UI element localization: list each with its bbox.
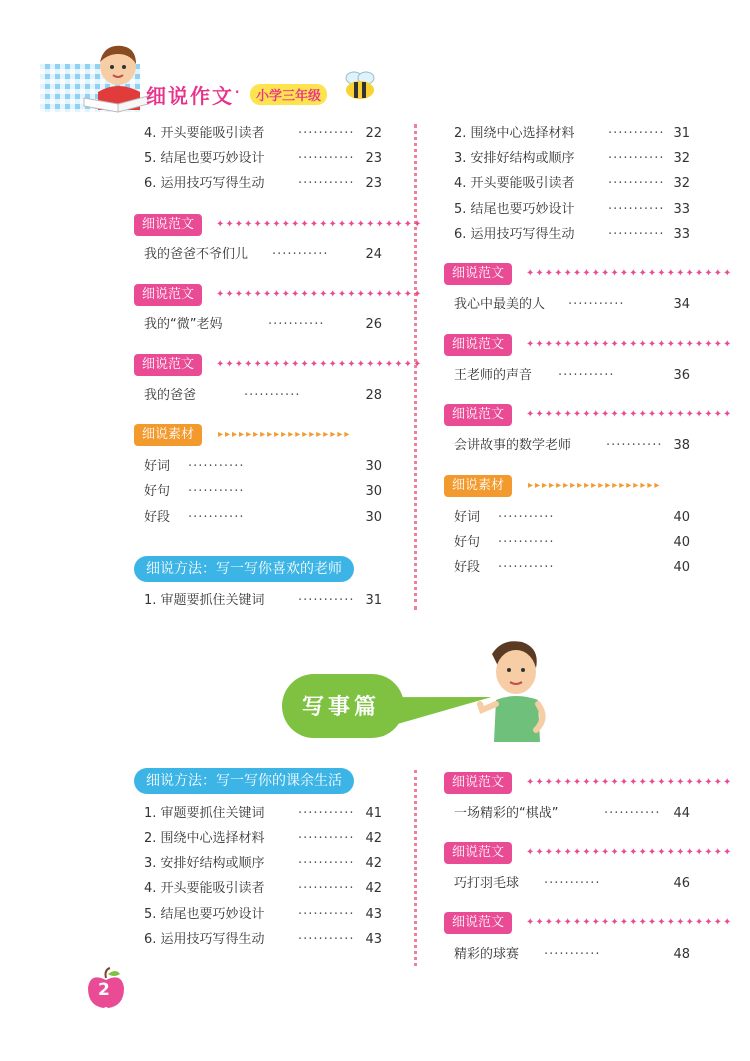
toc-row[interactable]: 巧打羽毛球 ··········· 46	[454, 876, 690, 891]
toc-row[interactable]: 5. 结尾也要巧妙设计 ··········· 33	[454, 202, 690, 217]
boy-pointing-illustration	[478, 638, 554, 748]
toc-row[interactable]: 6. 运用技巧写得生动 ··········· 43	[144, 932, 382, 947]
toc-row[interactable]: 王老师的声音 ··········· 36	[454, 368, 690, 383]
toc-row[interactable]: 1. 审题要抓住关键词 ··········· 41	[144, 806, 382, 821]
header-dot: ·	[234, 80, 241, 104]
page-number: 2	[98, 980, 110, 1000]
tag-fanwen: 细说范文	[444, 842, 512, 864]
toc-row[interactable]: 精彩的球赛 ··········· 48	[454, 947, 690, 962]
tag-fanwen: 细说范文	[444, 772, 512, 794]
tag-sucai: 细说素材	[134, 424, 202, 446]
toc-row[interactable]: 一场精彩的“棋战” ··········· 44	[454, 806, 690, 821]
star-decoration: ✦✦✦✦✦✦✦✦✦✦✦✦✦✦✦✦✦✦✦✦✦✦	[526, 339, 733, 350]
toc-row[interactable]: 我的爸爸 ··········· 28	[144, 388, 382, 403]
toc-row[interactable]: 好段 ··········· 40	[454, 560, 690, 575]
tag-fanwen: 细说范文	[444, 404, 512, 426]
toc-row[interactable]: 我心中最美的人 ··········· 34	[454, 297, 690, 312]
tag-fanwen: 细说范文	[444, 912, 512, 934]
toc-row[interactable]: 5. 结尾也要巧妙设计 ··········· 43	[144, 907, 382, 922]
star-decoration: ✦✦✦✦✦✦✦✦✦✦✦✦✦✦✦✦✦✦✦✦✦✦	[526, 777, 733, 788]
tag-fanwen: 细说范文	[134, 354, 202, 376]
tag-fanwen: 细说范文	[134, 284, 202, 306]
star-decoration: ✦✦✦✦✦✦✦✦✦✦✦✦✦✦✦✦✦✦✦✦✦✦	[216, 289, 423, 300]
toc-row[interactable]: 好段 ··········· 30	[144, 510, 382, 525]
toc-row[interactable]: 1. 审题要抓住关键词 ··········· 31	[144, 593, 382, 608]
toc-row[interactable]: 4. 开头要能吸引读者 ··········· 42	[144, 881, 382, 896]
section-title: 写事篇	[302, 695, 381, 720]
column-divider-bottom	[414, 770, 417, 966]
method-banner: 细说方法：写一写你喜欢的老师	[134, 556, 354, 582]
toc-row[interactable]: 4. 开头要能吸引读者 ··········· 22	[144, 126, 382, 141]
star-decoration: ✦✦✦✦✦✦✦✦✦✦✦✦✦✦✦✦✦✦✦✦✦✦	[216, 359, 423, 370]
toc-row[interactable]: 好句 ··········· 30	[144, 484, 382, 499]
toc-row[interactable]: 6. 运用技巧写得生动 ··········· 33	[454, 227, 690, 242]
star-decoration: ✦✦✦✦✦✦✦✦✦✦✦✦✦✦✦✦✦✦✦✦✦✦	[216, 219, 423, 230]
toc-row[interactable]: 3. 安排好结构或顺序 ··········· 32	[454, 151, 690, 166]
toc-row[interactable]: 好词 ··········· 30	[144, 459, 382, 474]
toc-row[interactable]: 我的爸爸不爷们儿 ··········· 24	[144, 247, 382, 262]
tag-fanwen: 细说范文	[444, 334, 512, 356]
toc-row[interactable]: 4. 开头要能吸引读者 ··········· 32	[454, 176, 690, 191]
toc-row[interactable]: 我的“微”老妈 ··········· 26	[144, 317, 382, 332]
method-banner: 细说方法：写一写你的课余生活	[134, 768, 354, 794]
star-decoration: ✦✦✦✦✦✦✦✦✦✦✦✦✦✦✦✦✦✦✦✦✦✦	[526, 409, 733, 420]
header-title: 细说作文	[146, 84, 234, 108]
tag-fanwen: 细说范文	[444, 263, 512, 285]
triangle-decoration: ▸▸▸▸▸▸▸▸▸▸▸▸▸▸▸▸▸▸▸	[528, 480, 662, 491]
toc-row[interactable]: 好词 ··········· 40	[454, 510, 690, 525]
boy-reading-illustration	[78, 40, 150, 112]
tag-sucai: 细说素材	[444, 475, 512, 497]
header-grade-badge: 小学三年级	[250, 84, 327, 105]
triangle-decoration: ▸▸▸▸▸▸▸▸▸▸▸▸▸▸▸▸▸▸▸	[218, 429, 352, 440]
star-decoration: ✦✦✦✦✦✦✦✦✦✦✦✦✦✦✦✦✦✦✦✦✦✦	[526, 268, 733, 279]
bee-icon	[340, 70, 380, 102]
toc-row[interactable]: 3. 安排好结构或顺序 ··········· 42	[144, 856, 382, 871]
tag-fanwen: 细说范文	[134, 214, 202, 236]
toc-row[interactable]: 2. 围绕中心选择材料 ··········· 31	[454, 126, 690, 141]
star-decoration: ✦✦✦✦✦✦✦✦✦✦✦✦✦✦✦✦✦✦✦✦✦✦	[526, 917, 733, 928]
star-decoration: ✦✦✦✦✦✦✦✦✦✦✦✦✦✦✦✦✦✦✦✦✦✦	[526, 847, 733, 858]
toc-row[interactable]: 2. 围绕中心选择材料 ··········· 42	[144, 831, 382, 846]
toc-row[interactable]: 好句 ··········· 40	[454, 535, 690, 550]
toc-row[interactable]: 会讲故事的数学老师 ··········· 38	[454, 438, 690, 453]
toc-row[interactable]: 5. 结尾也要巧妙设计 ··········· 23	[144, 151, 382, 166]
toc-row[interactable]: 6. 运用技巧写得生动 ··········· 23	[144, 176, 382, 191]
